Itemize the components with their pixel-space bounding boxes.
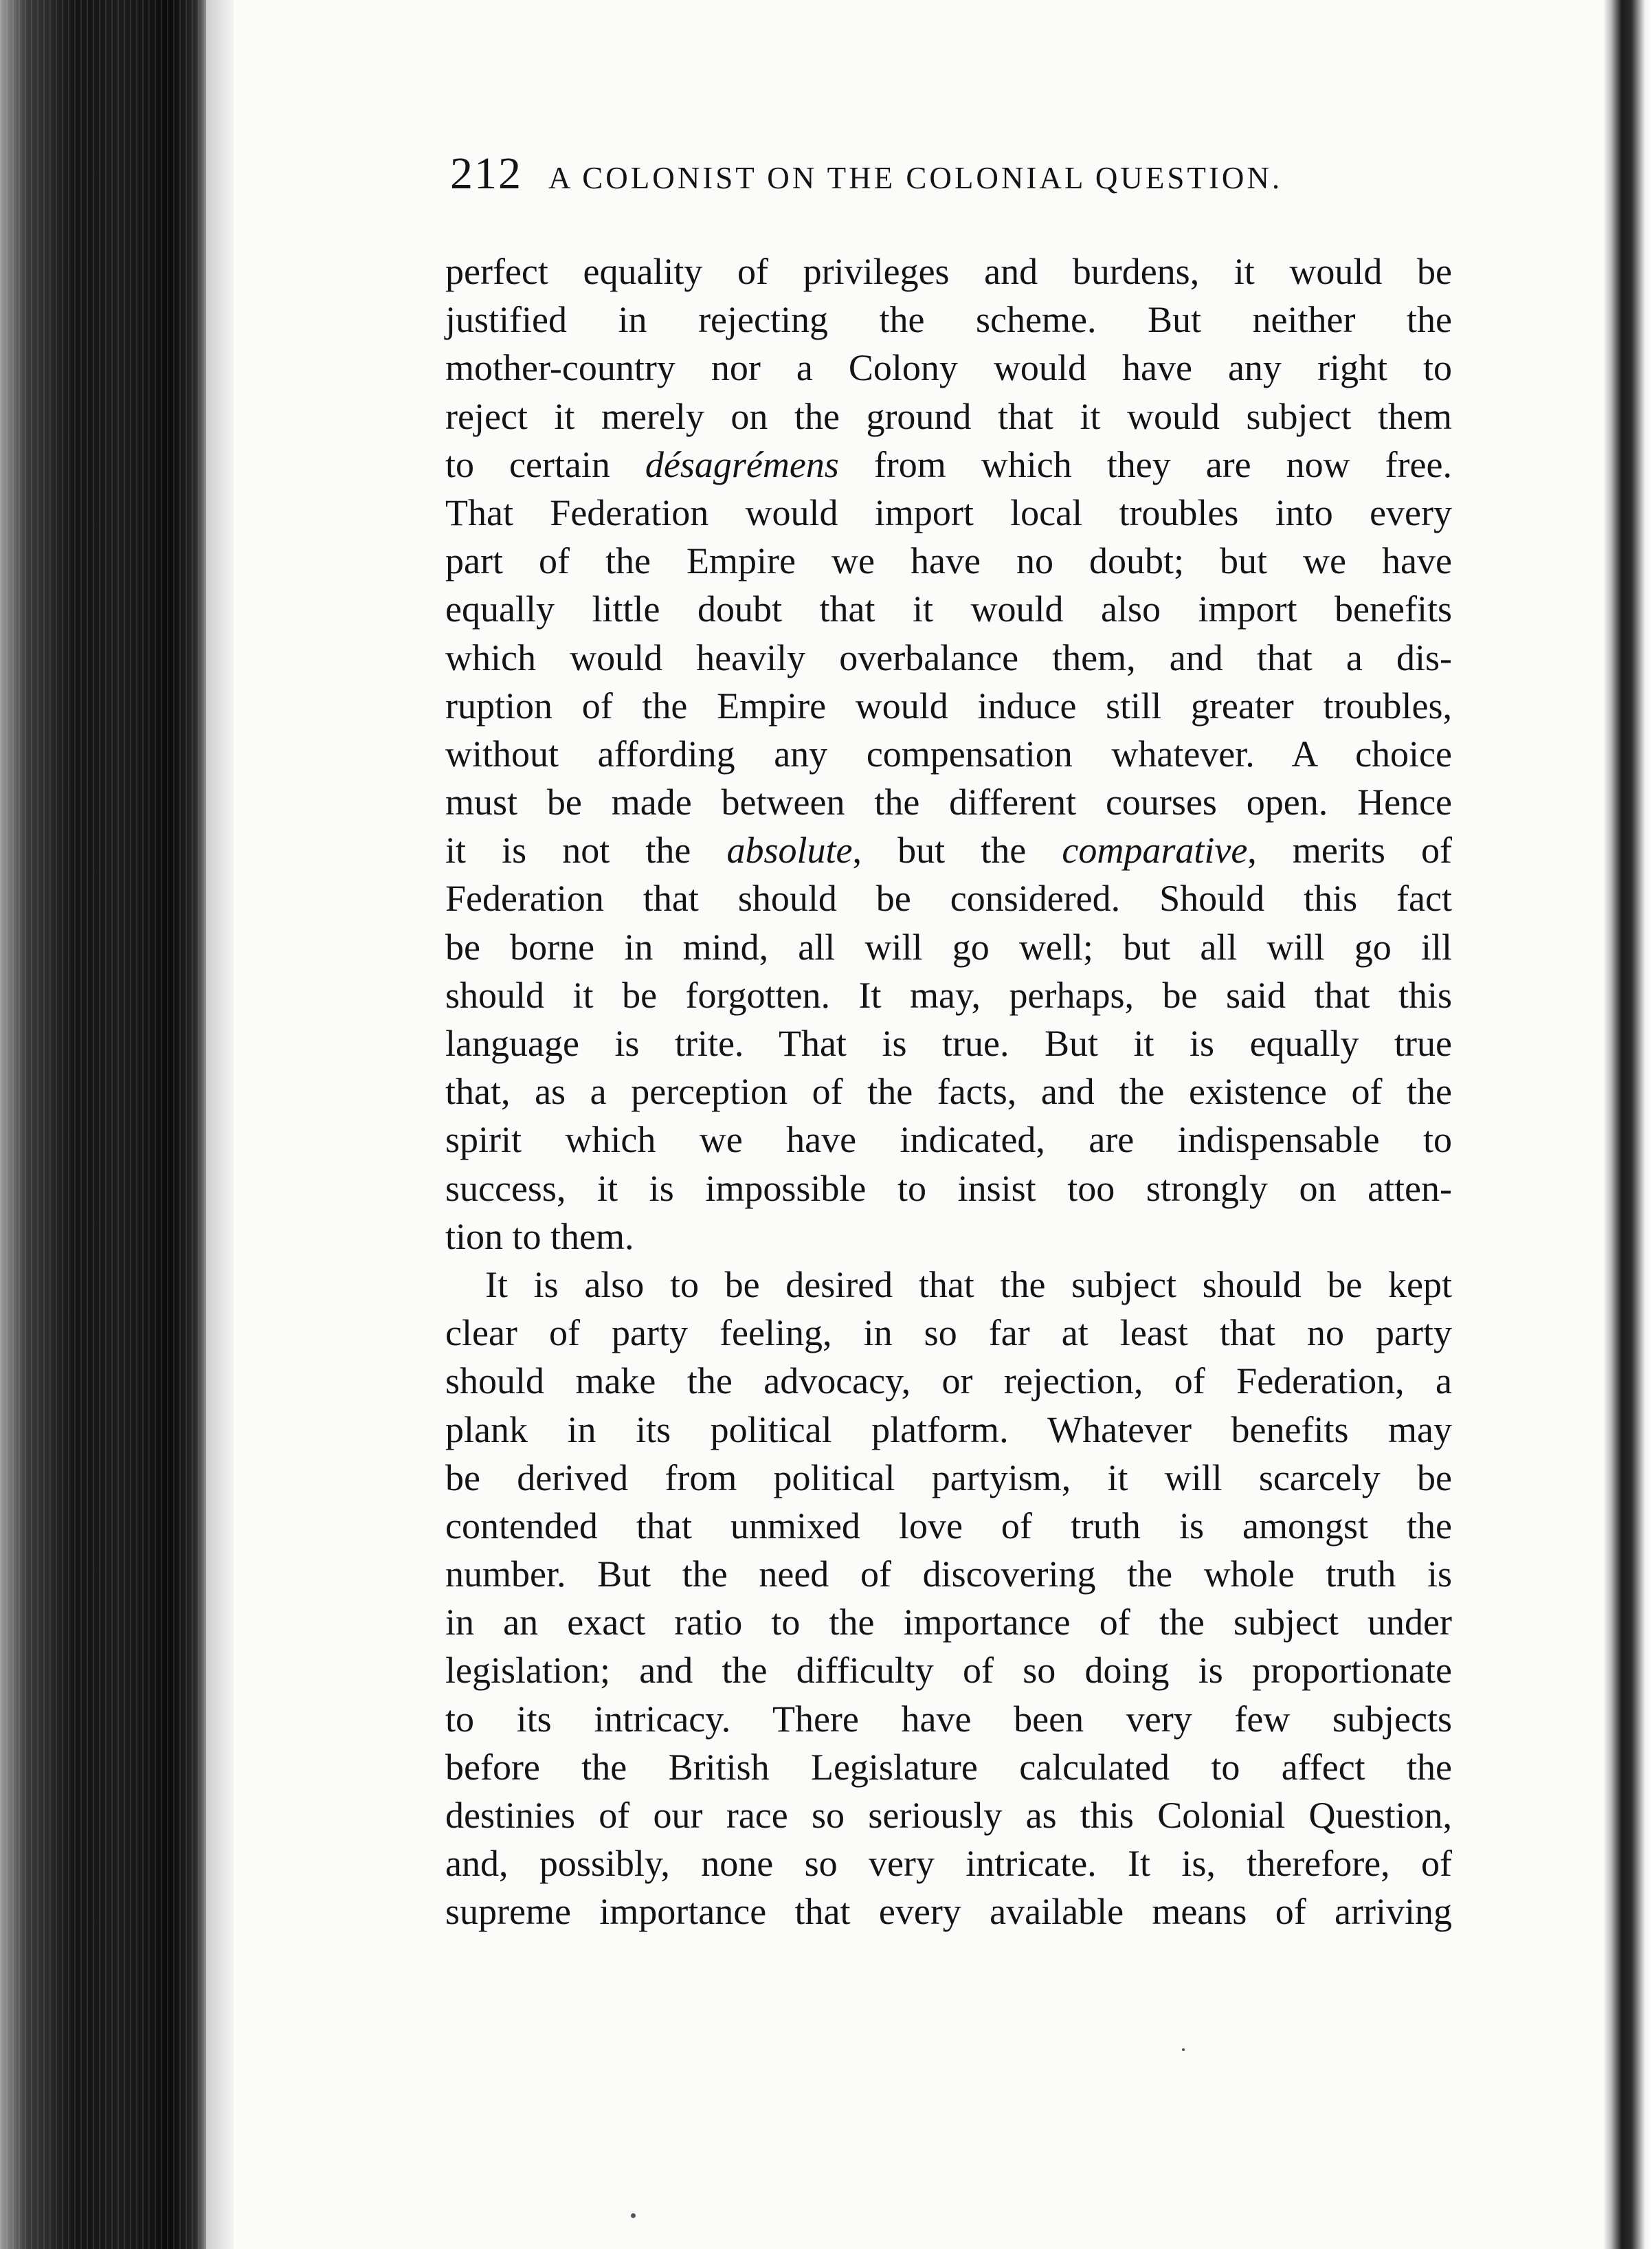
text-run: , but the	[852, 830, 1062, 872]
text-line: should it be forgotten. It may, perhaps, be said that this	[445, 974, 1452, 1016]
text-line	[445, 441, 1452, 489]
paper-speck	[1182, 2048, 1185, 2051]
page-edge	[1604, 0, 1652, 2249]
text-line: perfect equality of privileges and burdens, it would be	[445, 251, 1452, 292]
text-line: supreme importance that every available means of arriving	[445, 1891, 1452, 1933]
text-line: plank in its political platform. Whatever benefits may	[445, 1408, 1452, 1450]
text-line	[445, 826, 1452, 874]
book-spine	[0, 0, 206, 2249]
text-line: must be made between the different courses open. Hence	[445, 782, 1452, 823]
text-line: and, possibly, none so very intricate. It is, therefore, of	[445, 1843, 1452, 1885]
text-line: success, it is impossible to insist too strongly on atten-	[445, 1167, 1452, 1209]
text-line: part of the Empire we have no doubt; but we have	[445, 540, 1452, 582]
running-title: A COLONIST ON THE COLONIAL QUESTION.	[548, 161, 1283, 195]
italic-term: comparative	[1062, 830, 1248, 872]
text-line: before the British Legislature calculated to affect the	[445, 1746, 1452, 1788]
body-text	[445, 247, 1452, 1936]
running-header	[450, 148, 1402, 210]
text-line: language is trite. That is true. But it is equally true	[445, 1023, 1452, 1064]
text-line: in an exact ratio to the importance of the subject under	[445, 1602, 1452, 1643]
text-line: that, as a perception of the facts, and the existence of the	[445, 1071, 1452, 1113]
text-run: it is not the	[445, 830, 727, 872]
text-line: contended that unmixed love of truth is amongst the	[445, 1505, 1452, 1547]
text-line: It is also to be desired that the subject should be kept	[485, 1263, 1452, 1305]
text-line: destinies of our race so seriously as this Colonial Question,	[445, 1795, 1452, 1836]
text-line: mother-country nor a Colony would have any right to	[445, 347, 1452, 389]
italic-term: absolute	[726, 830, 853, 872]
text-line: legislation; and the difficulty of so doing is proportionate	[445, 1650, 1452, 1692]
gutter-shadow	[206, 0, 234, 2249]
page-number: 212	[450, 148, 522, 199]
text-line: reject it merely on the ground that it would subject them	[445, 395, 1452, 437]
text-line: which would heavily overbalance them, and that a dis-	[445, 636, 1452, 678]
text-line: That Federation would import local troubles into every	[445, 491, 1452, 533]
text-line: tion to them.	[445, 1215, 634, 1257]
text-line: be derived from political partyism, it will scarcely be	[445, 1456, 1452, 1498]
text-line: be borne in mind, all will go well; but all will go ill	[445, 926, 1452, 968]
text-line: should make the advocacy, or rejection, of Federation, a	[445, 1360, 1452, 1402]
text-line: Federation that should be considered. Should this fact	[445, 878, 1452, 920]
text-run: from which they are now free.	[838, 443, 1452, 485]
text-line: equally little doubt that it would also import benefits	[445, 588, 1452, 630]
text-line: clear of party feeling, in so far at least that no party	[445, 1312, 1452, 1354]
text-run: , merits of	[1247, 830, 1452, 872]
text-run: to certain	[445, 443, 645, 485]
text-line: ruption of the Empire would induce still greater troubles,	[445, 685, 1452, 727]
text-line: justified in rejecting the scheme. But neither the	[445, 299, 1452, 341]
text-line: spirit which we have indicated, are indispensable to	[445, 1119, 1452, 1161]
italic-term: désagrémens	[645, 443, 839, 485]
text-line: number. But the need of discovering the whole truth is	[445, 1553, 1452, 1595]
text-line: to its intricacy. There have been very few subjects	[445, 1698, 1452, 1740]
text-line: without affording any compensation whatever. A choice	[445, 733, 1452, 775]
paper-speck	[631, 2213, 636, 2218]
